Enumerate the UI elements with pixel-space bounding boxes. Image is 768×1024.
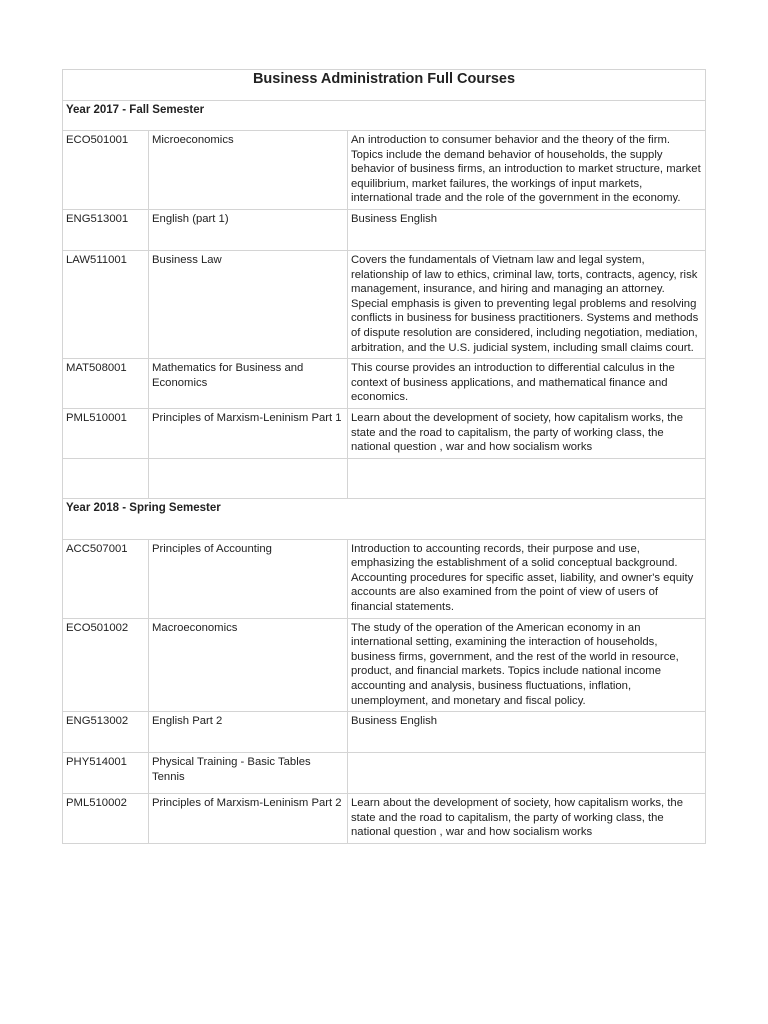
course-description: Introduction to accounting records, their purpose and use, emphasizing the establishment of a solid conceptual background. Accounting procedures for specific asset, liability, and owner's equity accounts are also examined from the point of view of users of financial statements. bbox=[348, 539, 706, 618]
course-description: Learn about the development of society, how capitalism works, the state and the road to capitalism, the party of working class, the national question , war and how socialism works bbox=[348, 794, 706, 844]
table-row bbox=[63, 539, 706, 618]
course-code: PML510002 bbox=[63, 794, 149, 844]
course-name: Mathematics for Business and Economics bbox=[149, 359, 348, 409]
table-row bbox=[63, 359, 706, 409]
course-name: Principles of Marxism-Leninism Part 2 bbox=[149, 794, 348, 844]
course-description: Learn about the development of society, how capitalism works, the state and the road to capitalism, the party of working class, the national question , war and how socialism works bbox=[348, 408, 706, 458]
table-row bbox=[63, 209, 706, 250]
document-title: Business Administration Full Courses bbox=[63, 70, 706, 101]
course-code: ENG513002 bbox=[63, 712, 149, 753]
course-code: ECO501002 bbox=[63, 618, 149, 712]
table-row bbox=[63, 408, 706, 458]
course-code: ECO501001 bbox=[63, 131, 149, 210]
table-row bbox=[63, 618, 706, 712]
course-code: ACC507001 bbox=[63, 539, 149, 618]
empty-cell bbox=[149, 458, 348, 498]
course-name: Physical Training - Basic Tables Tennis bbox=[149, 753, 348, 794]
table-row bbox=[63, 753, 706, 794]
course-name: Principles of Accounting bbox=[149, 539, 348, 618]
empty-cell bbox=[348, 458, 706, 498]
course-description: An introduction to consumer behavior and the theory of the firm. Topics include the demand behavior of households, the supply behavior of business firms, an introduction to market structure, market equilibrium, market failures, the workings of input markets, international trade and the role of the government in the economy. bbox=[348, 131, 706, 210]
semester-heading: Year 2017 - Fall Semester bbox=[63, 101, 706, 131]
semester-header-row bbox=[63, 101, 706, 131]
course-code: PHY514001 bbox=[63, 753, 149, 794]
table-row bbox=[63, 712, 706, 753]
course-description bbox=[348, 753, 706, 794]
courses-table bbox=[62, 69, 706, 844]
empty-row bbox=[63, 458, 706, 498]
semester-header-row bbox=[63, 498, 706, 539]
table-row bbox=[63, 250, 706, 358]
course-name: English (part 1) bbox=[149, 209, 348, 250]
course-code: LAW511001 bbox=[63, 250, 149, 358]
course-code: PML510001 bbox=[63, 408, 149, 458]
course-description: Covers the fundamentals of Vietnam law and legal system, relationship of law to ethics, criminal law, torts, contracts, agency, risk management, insurance, and hiring and managing an attorney. Special emphasis is given to preventing legal problems and resolving conflicts in business for business practitioners. Systems and methods of dispute resolution are considered, including negotiation, mediation, arbitration, and the U.S. judicial system, including small claims court. bbox=[348, 250, 706, 358]
course-name: Business Law bbox=[149, 250, 348, 358]
table-row bbox=[63, 131, 706, 210]
course-name: Principles of Marxism-Leninism Part 1 bbox=[149, 408, 348, 458]
title-row bbox=[63, 70, 706, 101]
course-name: English Part 2 bbox=[149, 712, 348, 753]
course-name: Microeconomics bbox=[149, 131, 348, 210]
course-description: Business English bbox=[348, 712, 706, 753]
table-row bbox=[63, 794, 706, 844]
course-code: MAT508001 bbox=[63, 359, 149, 409]
semester-heading: Year 2018 - Spring Semester bbox=[63, 498, 706, 539]
course-description: Business English bbox=[348, 209, 706, 250]
course-description: This course provides an introduction to differential calculus in the context of business applications, and mathematical finance and economics. bbox=[348, 359, 706, 409]
course-name: Macroeconomics bbox=[149, 618, 348, 712]
course-description: The study of the operation of the American economy in an international setting, examining the interaction of households, business firms, government, and the rest of the world in resource, product, and financial markets. Topics include national income accounting and analysis, business fluctuations, inflation, unemployment, and monetary and fiscal policy. bbox=[348, 618, 706, 712]
empty-cell bbox=[63, 458, 149, 498]
course-code: ENG513001 bbox=[63, 209, 149, 250]
